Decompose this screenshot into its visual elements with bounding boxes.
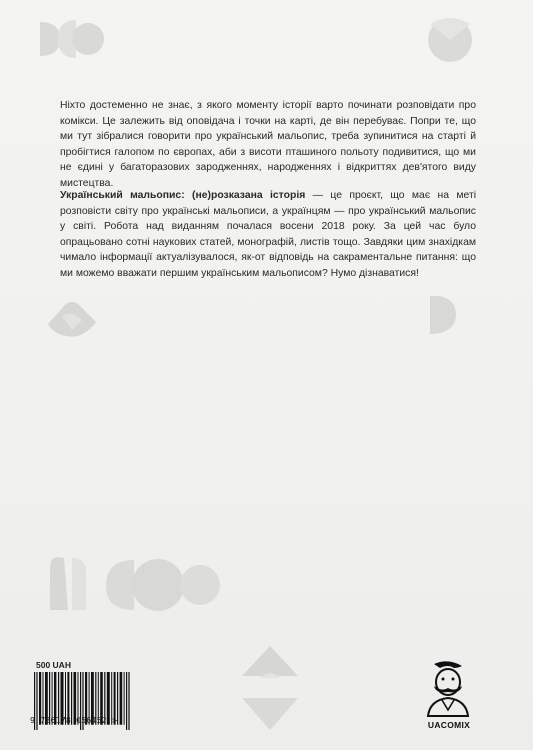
project-paragraph	[60, 188, 476, 282]
price-label: 500 UAH	[36, 660, 71, 670]
decorative-shape-top-left	[36, 14, 106, 64]
decorative-shape-mid-right	[424, 292, 464, 342]
decorative-shape-lower-cluster	[42, 548, 222, 618]
decorative-shape-top-right	[420, 14, 482, 64]
decorative-shape-bottom-center	[238, 638, 302, 738]
publisher-logo-icon	[420, 660, 476, 718]
isbn-digits: 9 786178 056452 >	[30, 715, 118, 725]
decorative-shape-mid-left	[44, 296, 100, 346]
book-title: Український мальопис: (не)розказана історія	[60, 190, 306, 201]
project-description: — це проєкт, що має на меті розповісти світу про українські мальописи, а українцям — про український мальопис у світі. Робота над виданням почалася восени 2018 року. За цей час було опрацьовано сотні наукових статей, монографій, листів тощо. Завдяки цим знахідкам чимало інформації актуалізувалося, як-от відповідь на сакраментальне питання: що ми можемо вважати першим українським мальописом? Нумо дізнаватися!	[60, 190, 477, 279]
publisher-name: UACOMIX	[427, 720, 471, 730]
intro-paragraph: Ніхто достеменно не знає, з якого моменту історії варто починати розповідати про комікси. Це залежить від оповідача і точки на карті, де він перебуває. Попри те, що ми тут зібралися говорити про український мальопис, треба зупинитися на старті й пробігтися галопом по європах, аби з висоти пташиного польоту подивитися, що ми не єдині у багаторазових зародженнях, народженнях і відкриттях дев'ятого виду мистецтва.	[60, 100, 476, 189]
